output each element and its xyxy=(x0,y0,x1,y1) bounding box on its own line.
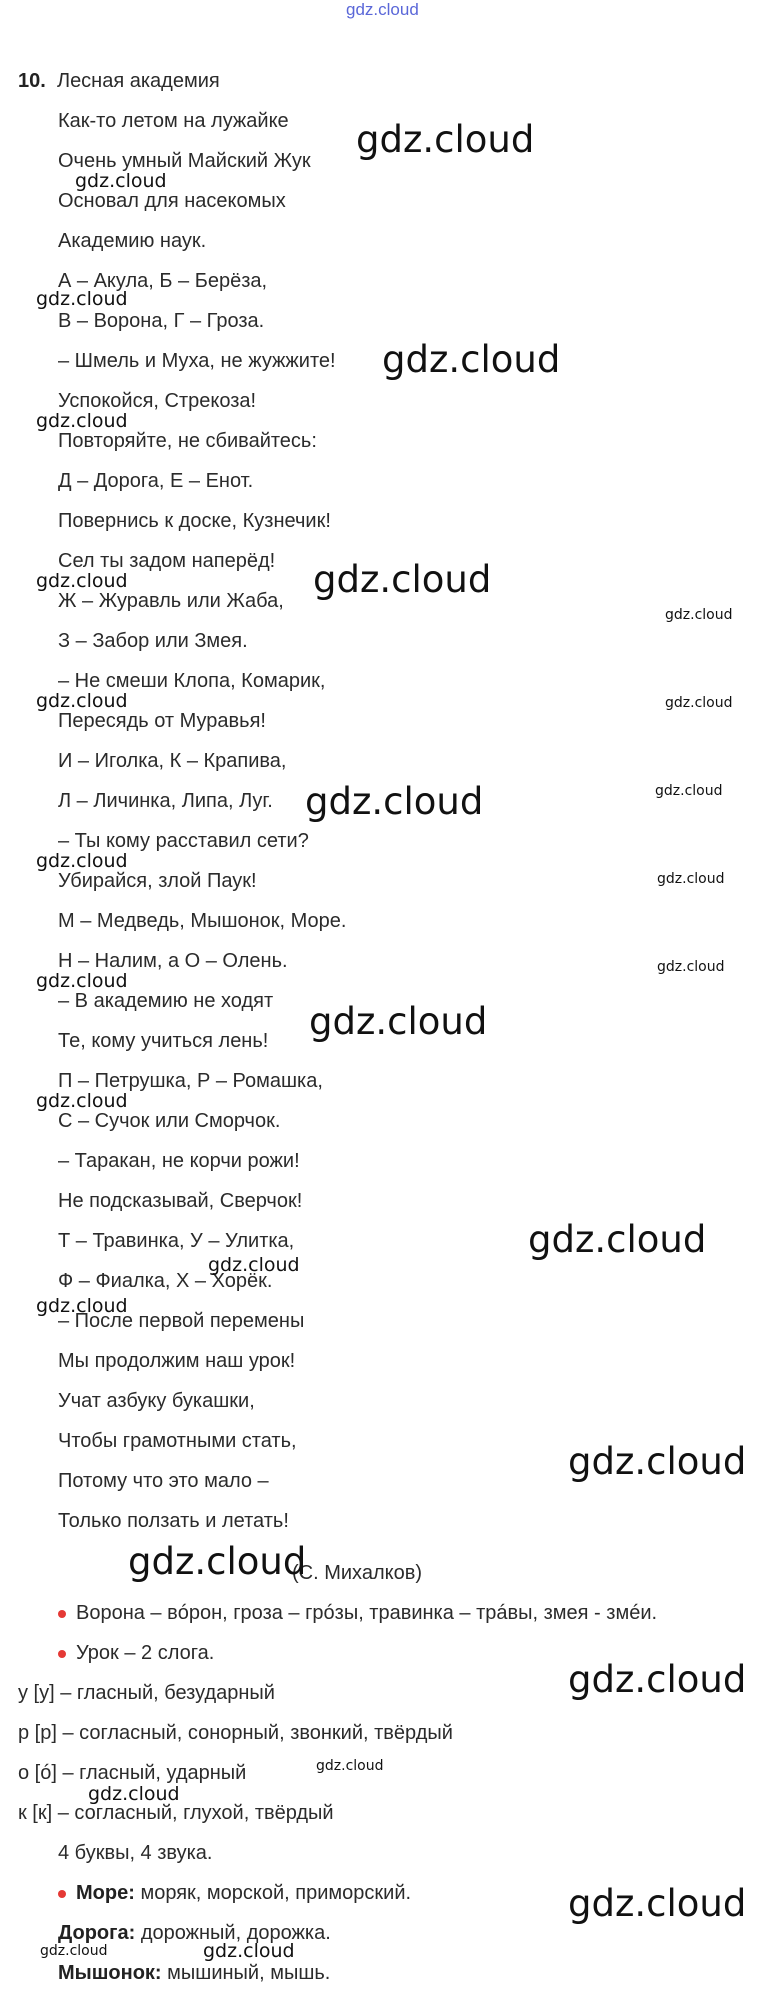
watermark: gdz.cloud xyxy=(528,1218,707,1261)
letter-sound-count: 4 буквы, 4 звука. xyxy=(58,1842,213,1864)
watermark: gdz.cloud xyxy=(36,570,128,592)
poem-line: Ж – Журавль или Жаба, xyxy=(58,590,284,612)
task-number: 10. xyxy=(18,70,46,92)
poem-line: Чтобы грамотными стать, xyxy=(58,1430,297,1452)
answer-syllables-text: Урок – 2 слога. xyxy=(76,1642,215,1664)
header-watermark: gdz.cloud xyxy=(346,0,419,19)
poem-line: Только ползать и летать! xyxy=(58,1510,289,1532)
watermark: gdz.cloud xyxy=(309,1000,488,1043)
watermark: gdz.cloud xyxy=(568,1882,747,1925)
poem-line: Повернись к доске, Кузнечик! xyxy=(58,510,331,532)
poem-line: Как-то летом на лужайке xyxy=(58,110,289,132)
author: (С. Михалков) xyxy=(292,1562,422,1584)
poem-line: Пересядь от Муравья! xyxy=(58,710,266,732)
poem-line: Убирайся, злой Паук! xyxy=(58,870,257,892)
related-more-text: моряк, морской, приморский. xyxy=(134,1882,412,1904)
poem-line: Н – Налим, а О – Олень. xyxy=(58,950,288,972)
watermark: gdz.cloud xyxy=(75,170,167,192)
phonetic-line: о [ó] – гласный, ударный xyxy=(18,1762,247,1784)
watermark: gdz.cloud xyxy=(382,338,561,381)
related-myshonok-word: Мышонок: xyxy=(58,1962,162,1984)
poem-line: М – Медведь, Мышонок, Море. xyxy=(58,910,347,932)
phonetic-line: р [р] – согласный, сонорный, звонкий, твёрдый xyxy=(18,1722,453,1744)
related-myshonok-text: мышиный, мышь. xyxy=(161,1962,331,1984)
watermark: gdz.cloud xyxy=(568,1658,747,1701)
watermark: gdz.cloud xyxy=(36,1295,128,1317)
poem-line: – После первой перемены xyxy=(58,1310,305,1332)
poem-line: Академию наук. xyxy=(58,230,207,252)
poem-line: Мы продолжим наш урок! xyxy=(58,1350,296,1372)
poem-line: С – Сучок или Сморчок. xyxy=(58,1110,281,1132)
poem-line: Повторяйте, не сбивайтесь: xyxy=(58,430,317,452)
poem-line: – Ты кому расставил сети? xyxy=(58,830,309,852)
answer-pairs xyxy=(58,1600,657,1626)
poem-line: Учат азбуку букашки, xyxy=(58,1390,255,1412)
related-doroga-word: Дорога: xyxy=(58,1922,136,1944)
poem-line: Т – Травинка, У – Улитка, xyxy=(58,1230,295,1252)
watermark: gdz.cloud xyxy=(88,1783,180,1805)
poem-line: Ф – Фиалка, Х – Хорёк. xyxy=(58,1270,273,1292)
related-more xyxy=(58,1880,411,1906)
poem-line: Не подсказывай, Сверчок! xyxy=(58,1190,303,1212)
task-heading xyxy=(18,68,220,94)
poem-line: А – Акула, Б – Берёза, xyxy=(58,270,268,292)
phonetic-line: к [к] – согласный, глухой, твёрдый xyxy=(18,1802,334,1824)
poem-line: Очень умный Майский Жук xyxy=(58,150,311,172)
watermark: gdz.cloud xyxy=(316,1758,384,1774)
watermark: gdz.cloud xyxy=(655,783,723,799)
answer-syllables xyxy=(58,1640,214,1666)
watermark: gdz.cloud xyxy=(657,959,725,975)
poem-line: З – Забор или Змея. xyxy=(58,630,248,652)
watermark: gdz.cloud xyxy=(40,1943,108,1959)
related-myshonok xyxy=(58,1960,330,1986)
related-doroga-text: дорожный, дорожка. xyxy=(135,1922,331,1944)
watermark: gdz.cloud xyxy=(305,780,484,823)
watermark: gdz.cloud xyxy=(36,690,128,712)
poem-line: Потому что это мало – xyxy=(58,1470,269,1492)
watermark: gdz.cloud xyxy=(665,607,733,623)
answer-pairs-text: Ворона – вóрон, гроза – грóзы, травинка – трáвы, змея - змéи. xyxy=(76,1602,658,1624)
watermark: gdz.cloud xyxy=(208,1254,300,1276)
bullet-icon xyxy=(58,1890,66,1898)
phonetic-line: у [у] – гласный, безударный xyxy=(18,1682,275,1704)
watermark: gdz.cloud xyxy=(36,288,128,310)
poem-line: Основал для насекомых xyxy=(58,190,286,212)
poem-line: – Таракан, не корчи рожи! xyxy=(58,1150,300,1172)
watermark: gdz.cloud xyxy=(36,970,128,992)
poem-line: – В академию не ходят xyxy=(58,990,274,1012)
watermark: gdz.cloud xyxy=(665,695,733,711)
watermark: gdz.cloud xyxy=(313,558,492,601)
poem-line: – Не смеши Клопа, Комарик, xyxy=(58,670,326,692)
task-title: Лесная академия xyxy=(56,70,220,92)
poem-line: Те, кому учиться лень! xyxy=(58,1030,269,1052)
watermark: gdz.cloud xyxy=(568,1440,747,1483)
poem-line: В – Ворона, Г – Гроза. xyxy=(58,310,265,332)
poem-line: Д – Дорога, Е – Енот. xyxy=(58,470,254,492)
poem-line: – Шмель и Муха, не жужжите! xyxy=(58,350,336,372)
watermark: gdz.cloud xyxy=(36,1090,128,1112)
bullet-icon xyxy=(58,1610,66,1618)
watermark: gdz.cloud xyxy=(657,871,725,887)
watermark: gdz.cloud xyxy=(36,410,128,432)
watermark: gdz.cloud xyxy=(203,1940,295,1962)
watermark: gdz.cloud xyxy=(36,850,128,872)
poem-line: П – Петрушка, Р – Ромашка, xyxy=(58,1070,323,1092)
watermark: gdz.cloud xyxy=(356,118,535,161)
poem-line: И – Иголка, К – Крапива, xyxy=(58,750,287,772)
poem-line: Успокойся, Стрекоза! xyxy=(58,390,257,412)
related-more-word: Море: xyxy=(76,1882,135,1904)
poem-line: Л – Личинка, Липа, Луг. xyxy=(58,790,273,812)
poem-line: Сел ты задом наперёд! xyxy=(58,550,276,572)
watermark: gdz.cloud xyxy=(128,1540,307,1583)
bullet-icon xyxy=(58,1650,66,1658)
